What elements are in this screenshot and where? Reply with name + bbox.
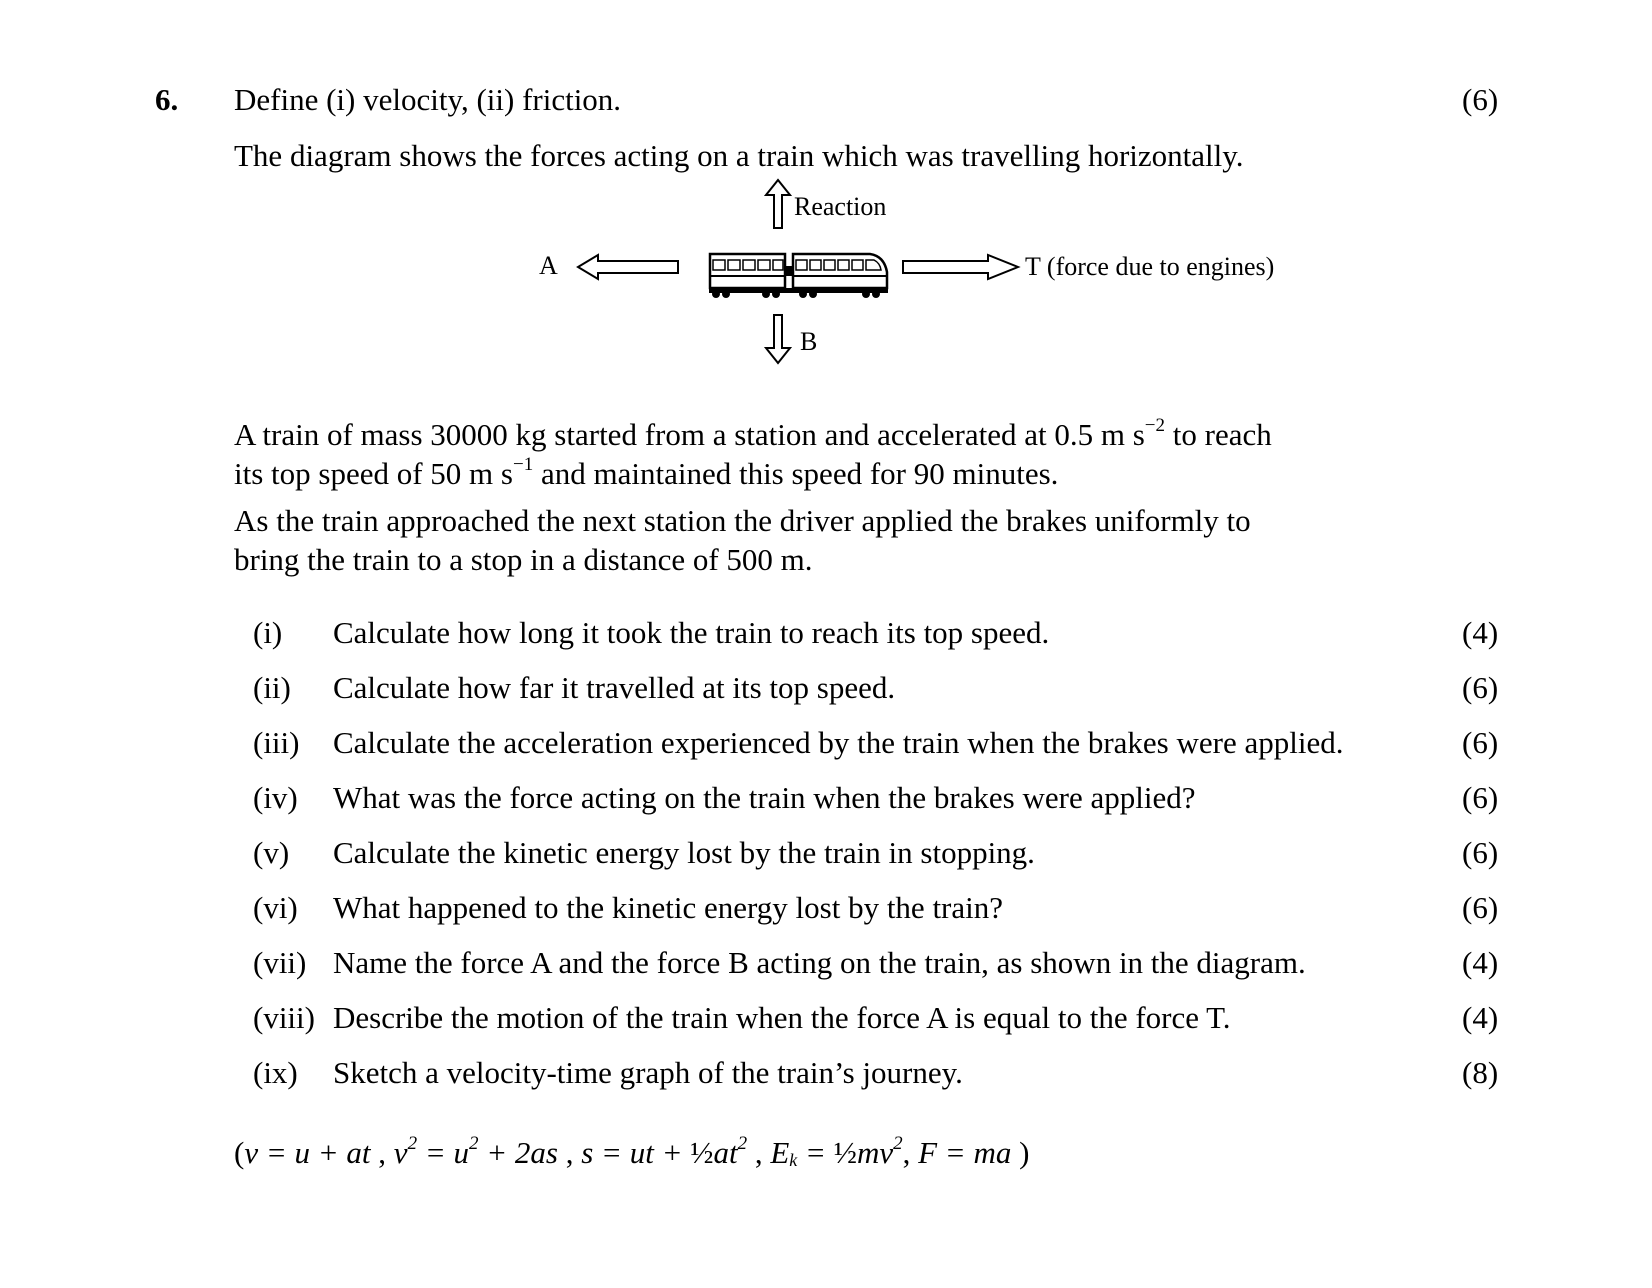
reaction-arrow-icon: [766, 180, 790, 228]
question-number: 6.: [155, 82, 179, 117]
formula-velocity-squared: $v^2 = u^2 + 2as$: [393, 1133, 558, 1170]
part-label: (iv): [253, 780, 298, 815]
part-text: What happened to the kinetic energy lost by the train?: [333, 890, 1004, 925]
formula-kinetic-energy: $E_k$ = $\frac{1}{2}mv^2$: [770, 1133, 903, 1170]
weight-arrow-icon: [766, 315, 790, 363]
scenario-paragraph-2: [234, 501, 1251, 579]
part-label: (viii): [253, 1000, 315, 1035]
formula-displacement: s = ut + $\frac{1}{2}at^2$: [581, 1133, 748, 1170]
part-marks: (6): [1462, 835, 1499, 870]
force-t-arrow-icon: [903, 255, 1018, 279]
scenario-line-2: its top speed of 50 m $s^{-1}$ and maintained this speed for 90 minutes.: [234, 454, 1059, 491]
formula-list: (v = u + at , $v^2 = u^2 + 2as$ , s = ut + $\frac{1}{2}at^2$ , $E_k$ = $\frac{1}{2}mv^2$, F = ma ): [234, 1133, 1030, 1170]
part-marks: (6): [1462, 725, 1499, 760]
scenario-paragraph-1: [234, 415, 1272, 493]
part-marks: (6): [1462, 890, 1499, 925]
definition-marks: (6): [1462, 82, 1499, 117]
scenario-line-1: A train of mass 30000 kg started from a station and accelerated at 0.5 m $s^{-2}$ to reach: [234, 415, 1272, 452]
part-label: (vi): [253, 890, 298, 925]
part-label: (iii): [253, 725, 300, 760]
scenario-line-4: bring the train to a stop in a distance of 500 m.: [234, 542, 813, 577]
part-text: Name the force A and the force B acting on the train, as shown in the diagram.: [333, 945, 1306, 980]
part-marks: (6): [1462, 780, 1499, 815]
force-t-label: T (force due to engines): [1025, 252, 1275, 281]
part-label: (ix): [253, 1055, 298, 1090]
part-marks: (6): [1462, 670, 1499, 705]
part-text: Calculate the acceleration experienced by the train when the brakes were applied.: [333, 725, 1344, 760]
part-text: What was the force acting on the train when the brakes were applied?: [333, 780, 1196, 815]
formula-force: F = ma: [918, 1135, 1012, 1170]
part-text: Calculate the kinetic energy lost by the train in stopping.: [333, 835, 1035, 870]
part-label: (vii): [253, 945, 307, 980]
part-label: (v): [253, 835, 290, 870]
force-b-label: B: [800, 327, 818, 356]
force-a-arrow-icon: [578, 255, 678, 279]
force-a-label: A: [539, 251, 558, 280]
part-text: Calculate how far it travelled at its top speed.: [333, 670, 896, 705]
part-marks: (4): [1462, 945, 1499, 980]
part-label: (i): [253, 615, 283, 650]
part-label: (ii): [253, 670, 291, 705]
train-icon: [709, 254, 888, 298]
part-text: Sketch a velocity-time graph of the train’s journey.: [333, 1055, 963, 1090]
part-text: Describe the motion of the train when the force A is equal to the force T.: [333, 1000, 1231, 1035]
part-text: Calculate how long it took the train to reach its top speed.: [333, 615, 1050, 650]
reaction-label: Reaction: [794, 192, 887, 221]
part-marks: (4): [1462, 615, 1499, 650]
formula-velocity: v = u + at: [244, 1135, 371, 1170]
part-marks: (4): [1462, 1000, 1499, 1035]
diagram-intro: The diagram shows the forces acting on a train which was travelling horizontally.: [234, 138, 1244, 173]
scenario-line-3: As the train approached the next station the driver applied the brakes uniformly to: [234, 503, 1251, 538]
definition-prompt: Define (i) velocity, (ii) friction.: [234, 82, 622, 117]
part-marks: (8): [1462, 1055, 1499, 1090]
